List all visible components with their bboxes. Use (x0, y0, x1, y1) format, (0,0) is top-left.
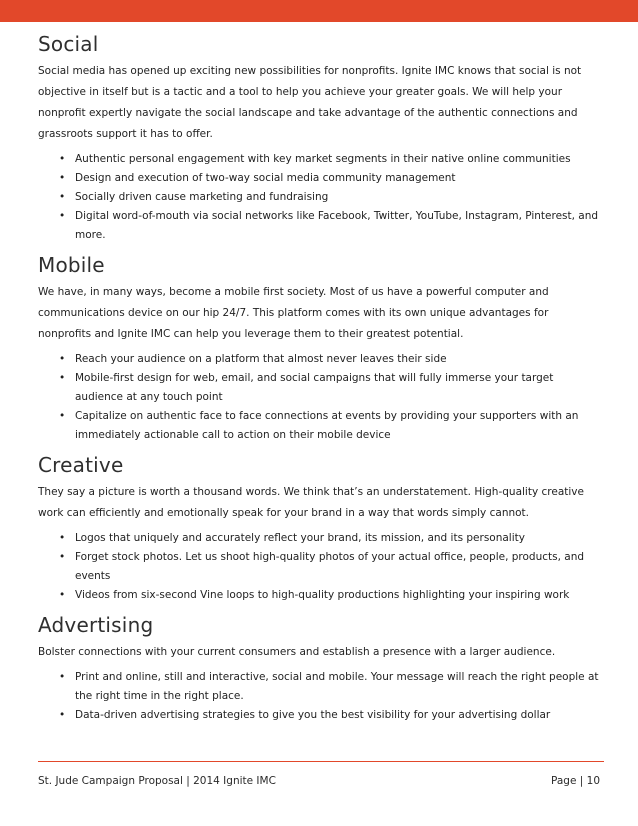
footer-document-title: St. Jude Campaign Proposal | 2014 Ignite IMC (38, 775, 276, 787)
list-item (38, 529, 604, 548)
bullet-icon: • (59, 353, 66, 365)
bullet-icon: • (59, 671, 66, 683)
list-item (38, 207, 604, 245)
section-heading: Advertising (38, 613, 154, 637)
section-creative (38, 451, 604, 605)
bullet-icon: • (59, 153, 66, 165)
list-item (38, 706, 604, 725)
page-content (38, 30, 604, 731)
footer-divider (38, 761, 604, 762)
footer-page-number: Page | 10 (551, 775, 600, 787)
list-item (38, 369, 604, 407)
bullet-icon: • (59, 410, 66, 422)
section-heading: Creative (38, 453, 124, 477)
list-item-text: Socially driven cause marketing and fundraising (75, 191, 329, 203)
list-item-text: Authentic personal engagement with key market segments in their native online communities (75, 153, 571, 165)
bullet-icon: • (59, 372, 66, 384)
list-item (38, 150, 604, 169)
list-item (38, 188, 604, 207)
bullet-icon: • (59, 191, 66, 203)
list-item (38, 407, 604, 445)
section-body: They say a picture is worth a thousand words. We think that’s an understatement. High-quality creative work can efficiently and emotionally speak for your brand in a way that words simply cannot. (38, 486, 584, 519)
list-item-text: Data-driven advertising strategies to give you the best visibility for your advertising dollar (75, 709, 551, 721)
bullet-icon: • (59, 709, 66, 721)
bullet-icon: • (59, 551, 66, 563)
list-item-text: Digital word-of-mouth via social networks like Facebook, Twitter, YouTube, Instagram, Pinterest, and more. (75, 210, 599, 241)
list-item-text: Forget stock photos. Let us shoot high-quality photos of your actual office, people, products, and events (75, 551, 585, 582)
bullet-icon: • (59, 589, 66, 601)
list-item-text: Logos that uniquely and accurately reflect your brand, its mission, and its personality (75, 532, 525, 544)
list-item-text: Reach your audience on a platform that almost never leaves their side (75, 353, 447, 365)
section-body: We have, in many ways, become a mobile first society. Most of us have a powerful computer and communications device on our hip 24/7. This platform comes with its own unique advantages for nonprofits and Ignite IMC can help you leverage them to their greatest potential. (38, 286, 549, 340)
bullet-list (38, 150, 604, 245)
bullet-list (38, 668, 604, 725)
bullet-icon: • (59, 172, 66, 184)
list-item-text: Mobile-first design for web, email, and social campaigns that will fully immerse your target audience at any touch point (75, 372, 554, 403)
list-item (38, 548, 604, 586)
top-accent-bar (0, 0, 638, 22)
list-item (38, 350, 604, 369)
list-item-text: Videos from six-second Vine loops to high-quality productions highlighting your inspiring work (75, 589, 570, 601)
bullet-icon: • (59, 532, 66, 544)
section-heading: Mobile (38, 253, 105, 277)
list-item-text: Capitalize on authentic face to face connections at events by providing your supporters with an immediately actionable call to action on their mobile device (75, 410, 579, 441)
list-item-text: Print and online, still and interactive, social and mobile. Your message will reach the right people at the right time in the right place. (75, 671, 599, 702)
section-social (38, 30, 604, 245)
list-item-text: Design and execution of two-way social media community management (75, 172, 456, 184)
section-body: Social media has opened up exciting new possibilities for nonprofits. Ignite IMC knows that social is not objective in itself but is a tactic and a tool to help you achieve your greater goals. We will help your nonprofit expertly navigate the social landscape and take advantage of the authentic connections and grassroots support it has to offer. (38, 65, 582, 140)
section-mobile (38, 251, 604, 445)
list-item (38, 668, 604, 706)
bullet-icon: • (59, 210, 66, 222)
bullet-list (38, 350, 604, 445)
bullet-list (38, 529, 604, 605)
section-heading: Social (38, 32, 99, 56)
section-advertising (38, 611, 604, 725)
list-item (38, 586, 604, 605)
section-body: Bolster connections with your current consumers and establish a presence with a larger audience. (38, 646, 556, 658)
list-item (38, 169, 604, 188)
